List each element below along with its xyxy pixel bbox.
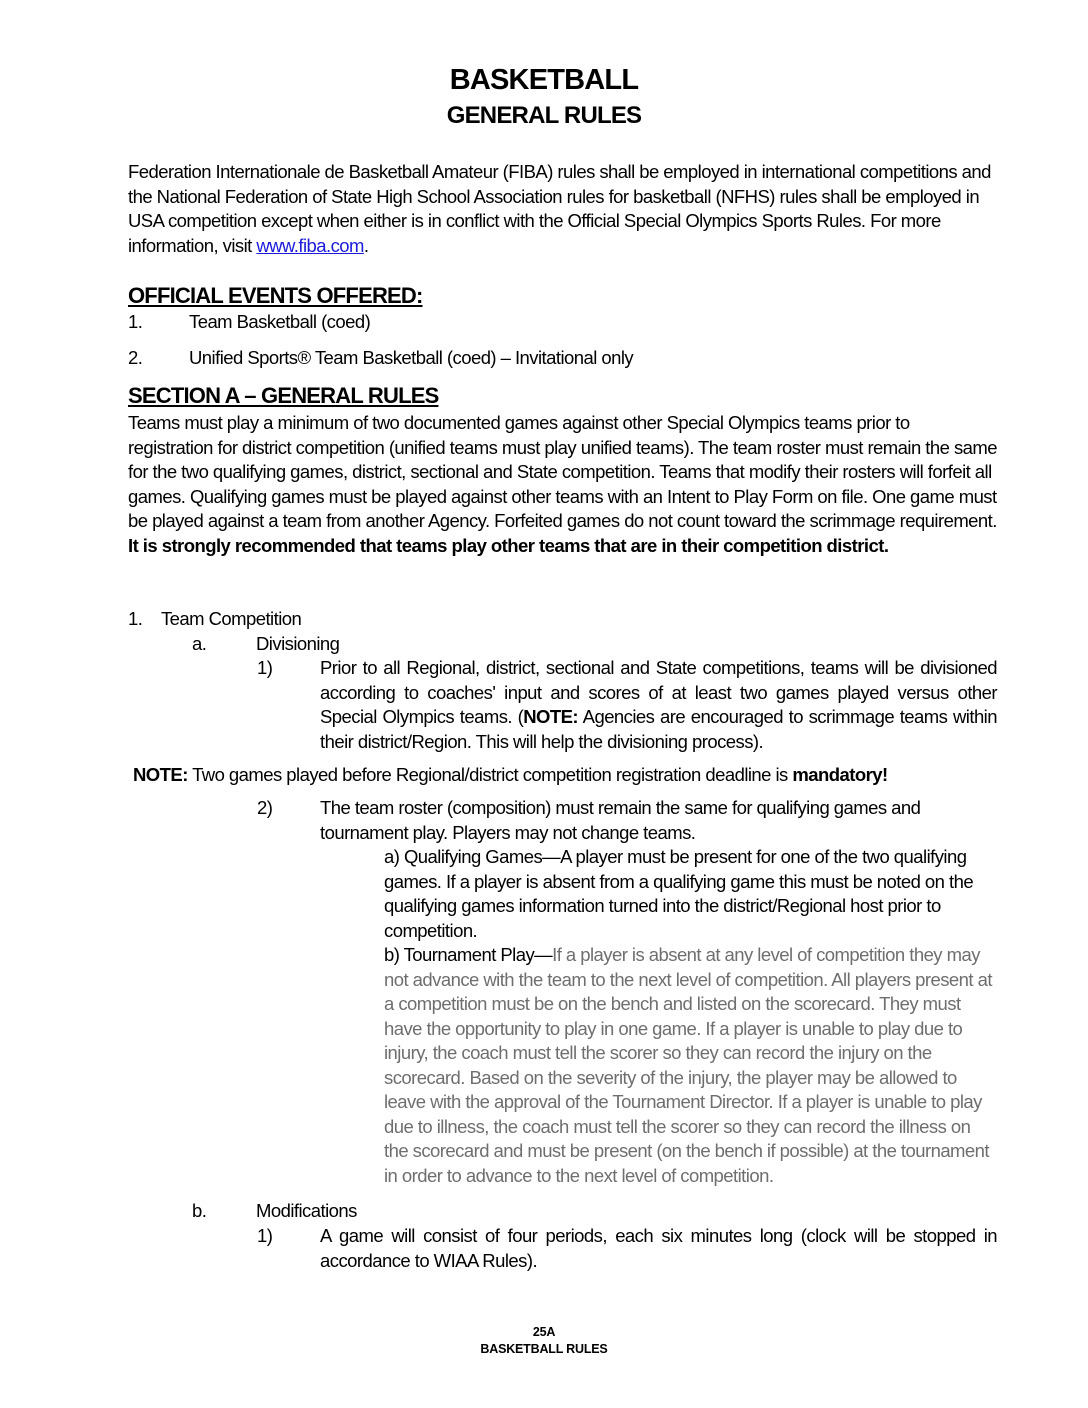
divisioning-item-2 — [257, 796, 997, 845]
item-text: Prior to all Regional, district, sectional and State competitions, teams will be divisioned according to coaches' input and scores of at least two games played versus other Special Olympics teams. (NOTE: Agencies are encouraged to scrimmage teams within their district/Region. This will help the divisioning process). — [320, 657, 997, 752]
section-a-text: Teams must play a minimum of two documented games against other Special Olympics teams prior to registration for district competition (unified teams must play unified teams). The team roster must remain the same for the two qualifying games, district, sectional and State competition. Teams that modify their rosters will forfeit all games. Qualifying games must be played against other teams with an Intent to Play Form on file. One game must be played against a team from another Agency. Forfeited games do not count toward the scrimmage requirement. — [128, 412, 997, 531]
team-competition-number: 1. — [128, 608, 143, 629]
intro-period: . — [363, 234, 369, 256]
note-label: NOTE: — [523, 706, 579, 727]
section-a-recommendation: It is strongly recommended that teams play other teams that are in their competition district. — [128, 534, 889, 556]
item-text: The team roster (composition) must remain the same for qualifying games and tournament play. Players may not change teams. — [320, 797, 921, 843]
event-number: 1. — [128, 311, 143, 332]
divisioning-label: Divisioning — [256, 633, 340, 654]
mandatory-note — [133, 763, 888, 787]
section-a-body — [128, 411, 998, 558]
event-label: Unified Sports® Team Basketball (coed) – Invitational only — [189, 347, 634, 368]
document-subtitle: GENERAL RULES — [446, 102, 642, 129]
tournament-play-label: b) Tournament Play— — [384, 944, 553, 965]
page-number: 25A — [532, 1325, 556, 1339]
intro-text: Federation Internationale de Basketball Amateur (FIBA) rules shall be employed in international competitions and the National Federation of State High School Association rules for basketball (NFHS) rules shall be employed in USA competition except when either is in conflict with the Official Special Olympics Sports Rules. For more information, visit — [128, 161, 991, 256]
fiba-link[interactable]: www.fiba.com — [256, 234, 364, 256]
section-a-heading: SECTION A – GENERAL RULES — [128, 383, 439, 408]
note-text: Two games played before Regional/district competition registration deadline is — [187, 764, 793, 785]
modifications-letter: b. — [192, 1200, 207, 1221]
note-mandatory: mandatory! — [792, 764, 888, 785]
item-number: 1) — [257, 1225, 273, 1246]
divisioning-letter: a. — [192, 633, 207, 654]
intro-paragraph — [128, 160, 998, 258]
team-competition-label: Team Competition — [160, 608, 302, 629]
event-number: 2. — [128, 347, 143, 368]
tournament-play-text: If a player is absent at any level of competition they may not advance with the team to the next level of competition. All players present at a competition must be on the bench and listed on the scorecard. They must have the opportunity to play in one game. If a player is unable to play due to injury, the coach must tell the scorer so they can record the injury on the scorecard. Based on the severity of the injury, the player may be allowed to leave with the approval of the Tournament Director. If a player is unable to play due to illness, the coach must tell the scorer so they can record the illness on the scorecard and must be present (on the bench if possible) at the tournament in order to advance to the next level of competition. — [384, 944, 992, 1186]
modifications-label: Modifications — [256, 1200, 357, 1221]
footer-label: BASKETBALL RULES — [480, 1342, 608, 1356]
document-title: BASKETBALL — [449, 64, 639, 96]
item-text: A game will consist of four periods, each six minutes long (clock will be stopped in accordance to WIAA Rules). — [320, 1225, 997, 1271]
modifications-item-1 — [257, 1224, 997, 1273]
team-competition-heading — [128, 607, 301, 631]
events-heading: OFFICIAL EVENTS OFFERED: — [128, 283, 423, 308]
event-label: Team Basketball (coed) — [189, 311, 371, 332]
divisioning-item-1 — [257, 656, 997, 754]
qualifying-games-rule: a) Qualifying Games—A player must be present for one of the two qualifying games. If a player is absent from a qualifying game this must be noted on the qualifying games information turned into the district/Regional host prior to competition. — [384, 846, 974, 941]
item-number: 2) — [257, 797, 273, 818]
tournament-play-rule — [384, 943, 994, 1188]
item-number: 1) — [257, 657, 273, 678]
note-label: NOTE: — [133, 764, 188, 785]
